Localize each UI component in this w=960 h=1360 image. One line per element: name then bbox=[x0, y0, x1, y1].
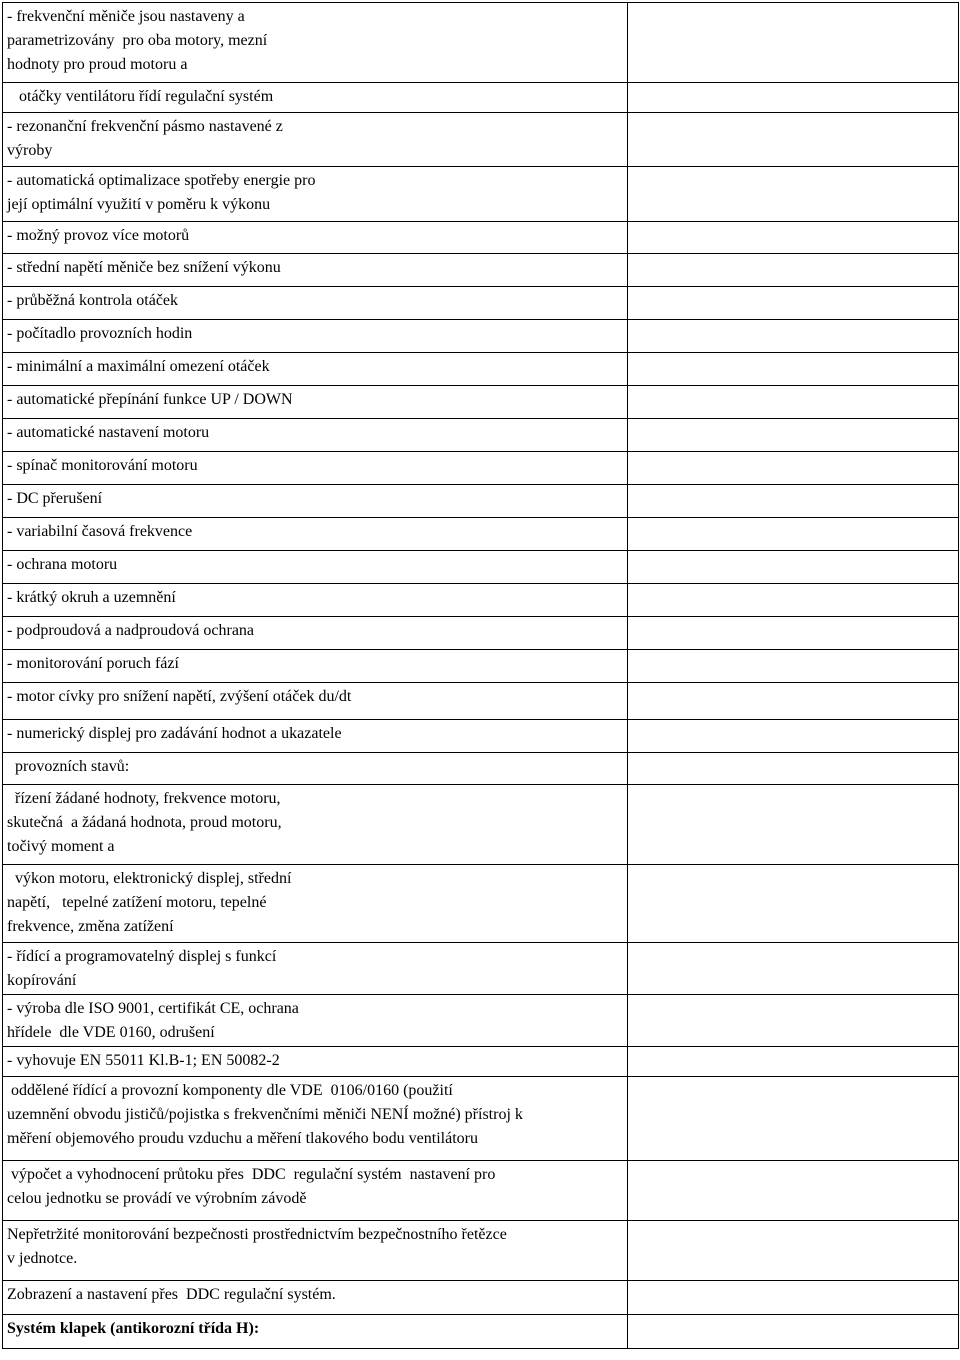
text-cell bbox=[3, 1077, 628, 1161]
blank-cell bbox=[628, 167, 959, 222]
table-row bbox=[3, 320, 959, 353]
table-row bbox=[3, 753, 959, 785]
row-text: - krátký okruh a uzemnění bbox=[7, 589, 176, 606]
table-row bbox=[3, 485, 959, 518]
table-row bbox=[3, 353, 959, 386]
table-row bbox=[3, 1161, 959, 1221]
table-row bbox=[3, 1281, 959, 1315]
row-text: - spínač monitorování motoru bbox=[7, 457, 198, 474]
blank-cell bbox=[628, 419, 959, 452]
blank-cell bbox=[628, 650, 959, 683]
text-cell bbox=[3, 584, 628, 617]
row-text: - vyhovuje EN 55011 Kl.B-1; EN 50082-2 bbox=[7, 1052, 280, 1069]
blank-cell bbox=[628, 1077, 959, 1161]
row-text: - automatická optimalizace spotřeby energie pro její optimální využití v poměru k výkonu bbox=[7, 172, 316, 213]
table-row bbox=[3, 1077, 959, 1161]
row-text: - numerický displej pro zadávání hodnot a ukazatele bbox=[7, 725, 342, 742]
text-cell bbox=[3, 320, 628, 353]
blank-cell bbox=[628, 254, 959, 287]
blank-cell bbox=[628, 1047, 959, 1077]
text-cell bbox=[3, 353, 628, 386]
blank-cell bbox=[628, 1161, 959, 1221]
blank-cell bbox=[628, 222, 959, 254]
table-row bbox=[3, 720, 959, 753]
text-cell bbox=[3, 1047, 628, 1077]
row-text: výpočet a vyhodnocení průtoku přes DDC regulační systém nastavení pro celou jednotku se provádí ve výrobním závodě bbox=[7, 1166, 496, 1207]
text-cell bbox=[3, 386, 628, 419]
table-row bbox=[3, 222, 959, 254]
row-text: výkon motoru, elektronický displej, střední napětí, tepelné zatížení motoru, tepelné frekvence, změna zatížení bbox=[7, 870, 292, 935]
blank-cell bbox=[628, 386, 959, 419]
row-text: provozních stavů: bbox=[7, 758, 130, 775]
row-text: oddělené řídící a provozní komponenty dle VDE 0106/0160 (použití uzemnění obvodu jističů/pojistka s frekvenčními měniči NENÍ možné) přístroj k měření objemového proudu vzduchu a měření tlakového bodu ventilátoru bbox=[7, 1082, 523, 1147]
blank-cell bbox=[628, 551, 959, 584]
blank-cell bbox=[628, 353, 959, 386]
table-row bbox=[3, 1221, 959, 1281]
spec-table bbox=[2, 2, 959, 1349]
blank-cell bbox=[628, 83, 959, 113]
table-row bbox=[3, 3, 959, 83]
blank-cell bbox=[628, 720, 959, 753]
text-cell bbox=[3, 1221, 628, 1281]
section-heading: Systém klapek (antikorozní třída H): bbox=[7, 1320, 260, 1337]
row-text: - střední napětí měniče bez snížení výkonu bbox=[7, 259, 281, 276]
text-cell bbox=[3, 720, 628, 753]
text-cell bbox=[3, 650, 628, 683]
row-text: - frekvenční měniče jsou nastaveny a parametrizovány pro oba motory, mezní hodnoty pro proud motoru a bbox=[7, 8, 268, 73]
text-cell bbox=[3, 254, 628, 287]
blank-cell bbox=[628, 943, 959, 995]
text-cell bbox=[3, 485, 628, 518]
text-cell bbox=[3, 113, 628, 167]
text-cell bbox=[3, 617, 628, 650]
blank-cell bbox=[628, 683, 959, 720]
blank-cell bbox=[628, 518, 959, 551]
table-row bbox=[3, 1315, 959, 1349]
row-text: - motor cívky pro snížení napětí, zvýšení otáček du/dt bbox=[7, 688, 352, 705]
row-text: - monitorování poruch fází bbox=[7, 655, 179, 672]
text-cell bbox=[3, 518, 628, 551]
row-text: - možný provoz více motorů bbox=[7, 227, 190, 244]
blank-cell bbox=[628, 320, 959, 353]
text-cell bbox=[3, 452, 628, 485]
text-cell bbox=[3, 287, 628, 320]
row-text: Nepřetržité monitorování bezpečnosti prostřednictvím bezpečnostního řetězce v jednotce. bbox=[7, 1226, 507, 1267]
row-text: - rezonanční frekvenční pásmo nastavené z výroby bbox=[7, 118, 283, 159]
text-cell bbox=[3, 419, 628, 452]
blank-cell bbox=[628, 584, 959, 617]
table-row bbox=[3, 943, 959, 995]
text-cell bbox=[3, 995, 628, 1047]
text-cell bbox=[3, 943, 628, 995]
text-cell bbox=[3, 753, 628, 785]
table-row bbox=[3, 865, 959, 943]
row-text: řízení žádané hodnoty, frekvence motoru, skutečná a žádaná hodnota, proud motoru, točivý moment a bbox=[7, 790, 282, 855]
text-cell bbox=[3, 1315, 628, 1349]
table-row bbox=[3, 113, 959, 167]
row-text: - výroba dle ISO 9001, certifikát CE, ochrana hřídele dle VDE 0160, odrušení bbox=[7, 1000, 299, 1041]
row-text: - DC přerušení bbox=[7, 490, 103, 507]
text-cell bbox=[3, 222, 628, 254]
table-row bbox=[3, 785, 959, 865]
table-row bbox=[3, 518, 959, 551]
blank-cell bbox=[628, 995, 959, 1047]
row-text: - automatické přepínání funkce UP / DOWN bbox=[7, 391, 293, 408]
blank-cell bbox=[628, 452, 959, 485]
blank-cell bbox=[628, 753, 959, 785]
table-row bbox=[3, 386, 959, 419]
row-text: - ochrana motoru bbox=[7, 556, 118, 573]
table-row bbox=[3, 83, 959, 113]
text-cell bbox=[3, 551, 628, 584]
table-row bbox=[3, 1047, 959, 1077]
blank-cell bbox=[628, 485, 959, 518]
text-cell bbox=[3, 1161, 628, 1221]
blank-cell bbox=[628, 1221, 959, 1281]
row-text: - automatické nastavení motoru bbox=[7, 424, 210, 441]
text-cell bbox=[3, 167, 628, 222]
table-row bbox=[3, 452, 959, 485]
row-text: Zobrazení a nastavení přes DDC regulační systém. bbox=[7, 1286, 336, 1303]
row-text: otáčky ventilátoru řídí regulační systém bbox=[7, 88, 274, 105]
text-cell bbox=[3, 83, 628, 113]
blank-cell bbox=[628, 3, 959, 83]
blank-cell bbox=[628, 865, 959, 943]
row-text: - minimální a maximální omezení otáček bbox=[7, 358, 270, 375]
blank-cell bbox=[628, 287, 959, 320]
table-row bbox=[3, 419, 959, 452]
row-text: - řídící a programovatelný displej s funkcí kopírování bbox=[7, 948, 277, 989]
table-row bbox=[3, 617, 959, 650]
table-row bbox=[3, 683, 959, 720]
table-row bbox=[3, 995, 959, 1047]
text-cell bbox=[3, 683, 628, 720]
table-row bbox=[3, 650, 959, 683]
text-cell bbox=[3, 785, 628, 865]
row-text: - průběžná kontrola otáček bbox=[7, 292, 179, 309]
table-row bbox=[3, 287, 959, 320]
text-cell bbox=[3, 1281, 628, 1315]
table-row bbox=[3, 167, 959, 222]
row-text: - variabilní časová frekvence bbox=[7, 523, 193, 540]
table-row bbox=[3, 551, 959, 584]
table-row bbox=[3, 254, 959, 287]
blank-cell bbox=[628, 113, 959, 167]
table-row bbox=[3, 584, 959, 617]
text-cell bbox=[3, 865, 628, 943]
blank-cell bbox=[628, 1315, 959, 1349]
row-text: - podproudová a nadproudová ochrana bbox=[7, 622, 255, 639]
blank-cell bbox=[628, 617, 959, 650]
blank-cell bbox=[628, 785, 959, 865]
row-text: - počítadlo provozních hodin bbox=[7, 325, 193, 342]
text-cell bbox=[3, 3, 628, 83]
blank-cell bbox=[628, 1281, 959, 1315]
